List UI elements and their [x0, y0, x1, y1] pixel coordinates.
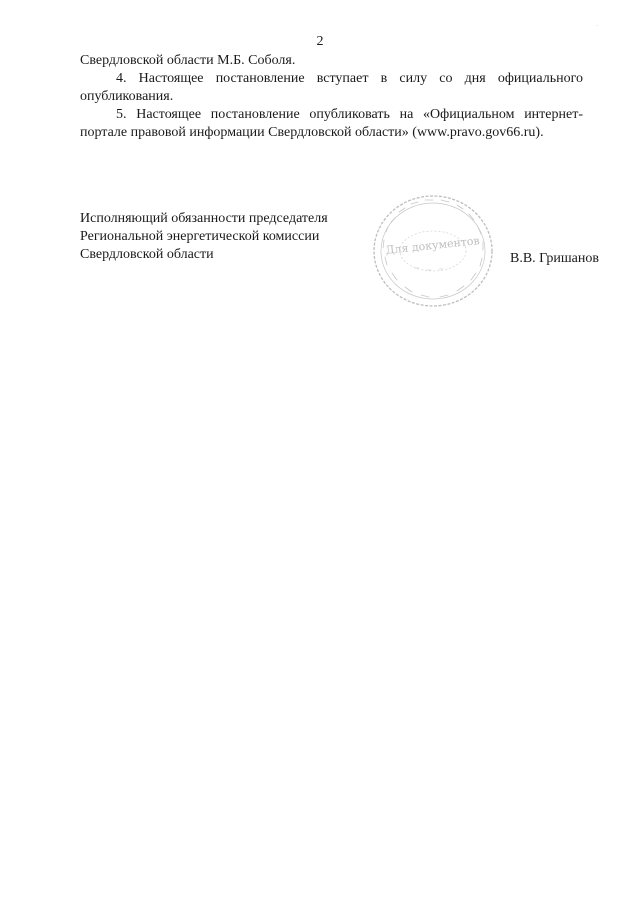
paragraph-item-4: 4. Настоящее постановление вступает в силу со дня официального опубликования.: [80, 71, 583, 104]
corner-mark: ·: [596, 22, 599, 30]
page-number: 2: [316, 34, 324, 49]
signatory-position-line: Региональной энергетической комиссии: [80, 229, 320, 244]
signatory-position-line: Исполняющий обязанности председателя: [80, 211, 328, 226]
paragraph-item-5: 5. Настоящее постановление опубликовать на «Официальном интернет-портале правовой информации Свердловской области» (www.pravo.gov66.ru).: [80, 107, 583, 140]
signatory-position-line: Свердловской области: [80, 247, 214, 262]
seal-center-text: Для документов: [385, 234, 481, 257]
signatory-position: [80, 210, 370, 264]
paragraph-continuation: Свердловской области М.Б. Соболя.: [80, 53, 296, 68]
document-body: [80, 52, 583, 142]
signatory-name: В.В. Гришанов: [510, 251, 599, 266]
official-seal-stamp: [371, 192, 495, 310]
